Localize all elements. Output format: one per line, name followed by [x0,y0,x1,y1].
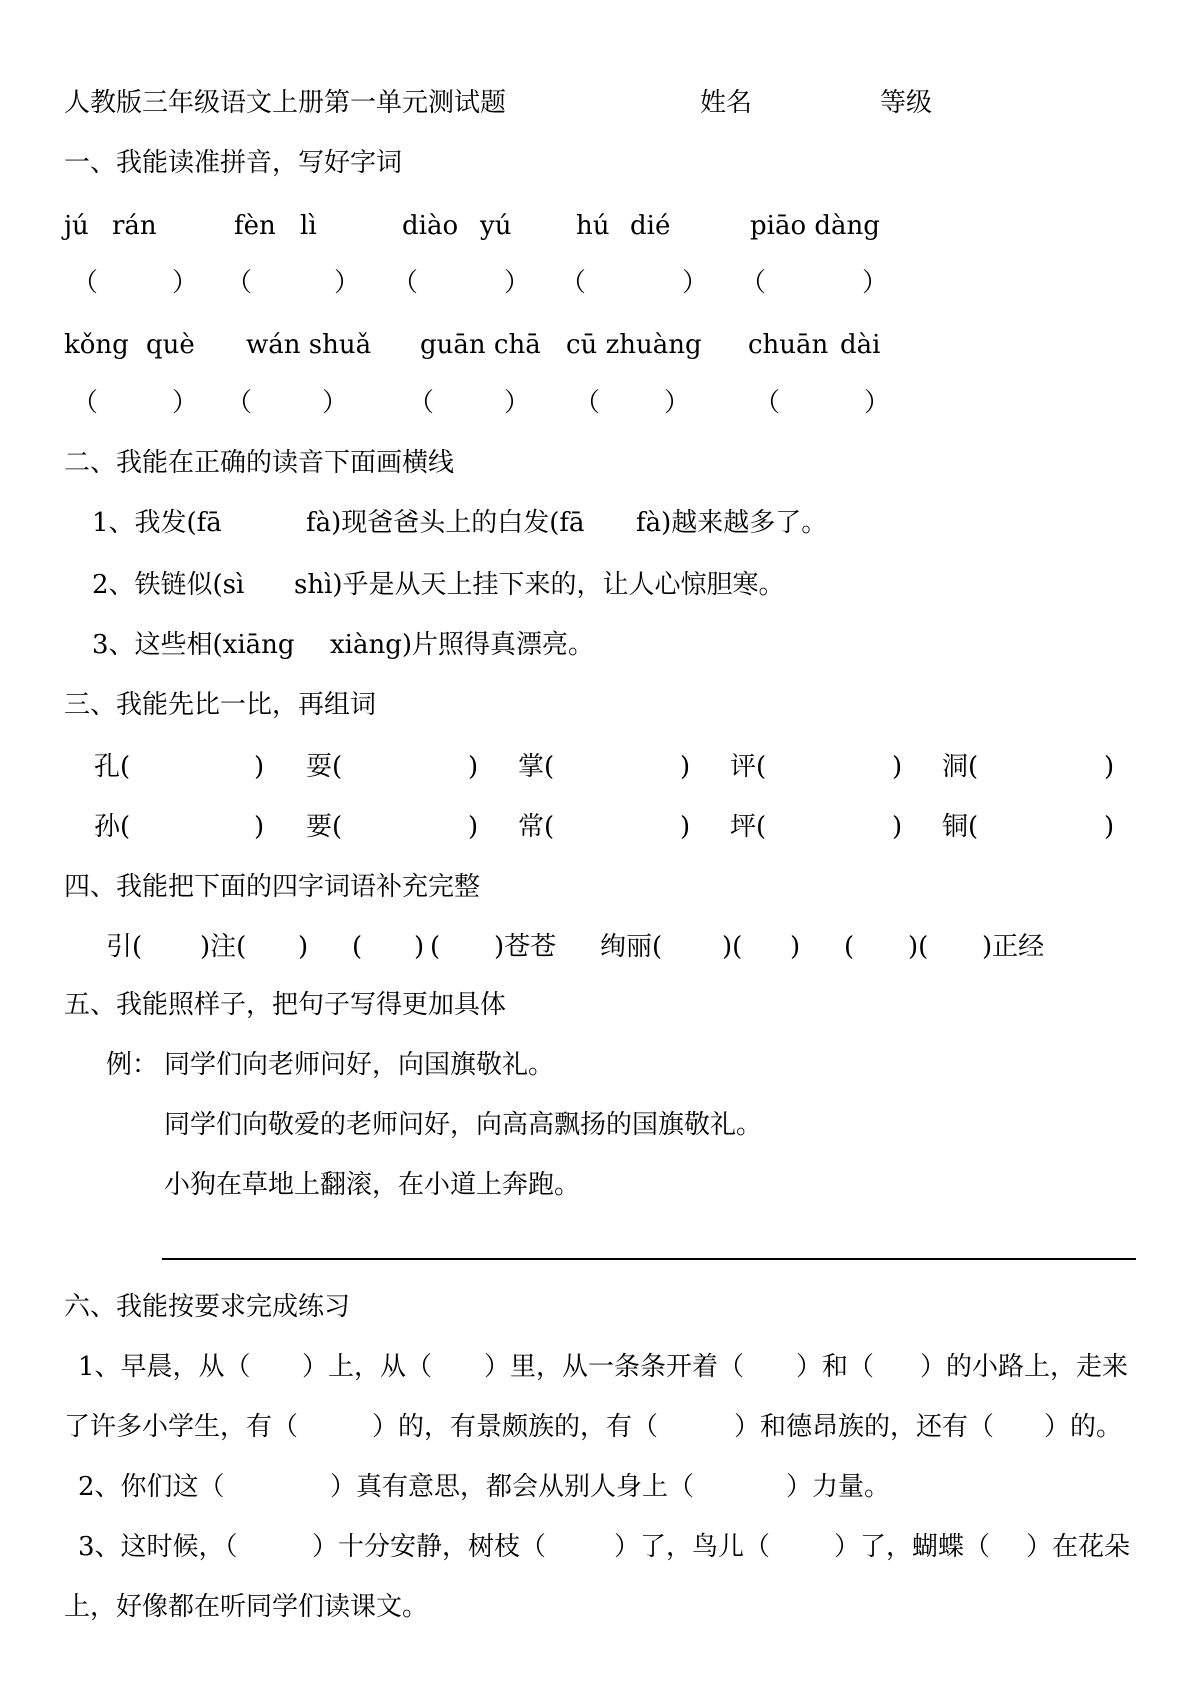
fill-text: ）真有意思，都会从别人身上（ [330,1472,695,1502]
question-text: 1、我发(fā [92,508,222,538]
paren-close: ） [862,268,889,298]
word-prompt: 坪( [730,812,767,842]
paren-close: ) [1104,752,1115,782]
paren-close: ) [680,812,691,842]
idiom-part: ) [414,932,425,962]
word-prompt: 要( [306,812,343,842]
question-text: fà)越来越多了。 [636,508,828,538]
pinyin: jú [64,211,89,241]
paren-close: ） [334,268,361,298]
idiom-part: ) [298,932,309,962]
pinyin: rán [112,211,157,241]
question-text: xiàng)片照得真漂亮。 [330,630,595,660]
fill-text: ）里，从一条条开着（ [484,1352,745,1382]
paren-open: （ [560,268,587,298]
pinyin: què [146,330,195,360]
paren-close: ） [504,268,531,298]
idiom-part: )注( [200,932,247,962]
section4-heading: 四、我能把下面的四字词语补充完整 [64,872,481,902]
paren-close: ) [468,812,479,842]
paren-open: （ [408,388,435,418]
word-prompt: 常( [518,812,555,842]
question-text: shì)乎是从天上挂下来的，让人心惊胆寒。 [294,570,785,600]
word-prompt: 孙( [94,812,131,842]
paren-close: ） [172,268,199,298]
section5-heading: 五、我能照样子，把句子写得更加具体 [64,990,507,1020]
fill-text: ）的，有景颇族的，有（ [372,1412,659,1442]
idiom-part: )正经 [982,932,1045,962]
section2-heading: 二、我能在正确的读音下面画横线 [64,448,455,478]
section3-heading: 三、我能先比一比，再组词 [64,690,377,720]
pinyin: hú [576,211,610,241]
name-label: 姓名 [700,88,753,118]
paren-close: ) [1104,812,1115,842]
idiom-part: ) [790,932,801,962]
pinyin: piāo dàng [750,211,880,241]
paren-open: （ [740,268,767,298]
fill-text: 上，好像都在听同学们读课文。 [64,1592,429,1622]
paren-open: （ [226,388,253,418]
pinyin: diào [402,211,459,241]
pinyin: fèn [234,211,276,241]
fill-text: 2、你们这（ [78,1472,225,1502]
pinyin: dài [840,330,881,360]
idiom-part: 引( [106,932,143,962]
paren-close: ) [468,752,479,782]
fill-text: ）在花朵 [1026,1532,1131,1562]
fill-text: 1、早晨，从（ [78,1352,251,1382]
paren-close: ) [254,812,265,842]
question-text: fà)现爸爸头上的白发(fā [306,508,585,538]
pinyin: wán shuǎ [246,330,372,360]
paren-open: （ [392,268,419,298]
fill-text: ）力量。 [786,1472,891,1502]
paren-close: ) [892,752,903,782]
fill-text: ）了，蝴蝶（ [834,1532,991,1562]
word-prompt: 洞( [942,752,979,782]
paren-close: ） [322,388,349,418]
idiom-part: ( [430,932,441,962]
paren-close: ） [172,388,199,418]
paren-close: ) [892,812,903,842]
fill-text: ）和德昂族的，还有（ [734,1412,995,1442]
paren-open: （ [72,268,99,298]
example-label: 例： [106,1050,159,1080]
fill-text: ）了，鸟儿（ [614,1532,771,1562]
paren-close: ) [680,752,691,782]
fill-text: ）十分安静，树枝（ [312,1532,547,1562]
idiom-part: 绚丽( [600,932,663,962]
fill-text: 了许多小学生，有（ [64,1412,299,1442]
fill-text: ）的。 [1044,1412,1123,1442]
example-sentence: 同学们向老师问好，向国旗敬礼。 [164,1050,555,1080]
grade-label: 等级 [880,88,933,118]
idiom-part: )苍苍 [494,932,557,962]
idiom-part: ( [352,932,363,962]
word-prompt: 耍( [306,752,343,782]
paren-close: ） [664,388,691,418]
section1-heading: 一、我能读准拼音，写好字词 [64,148,403,178]
fill-text: 3、这时候，（ [78,1532,238,1562]
paren-close: ） [864,388,891,418]
paren-close: ) [254,752,265,782]
fill-text: ）和（ [796,1352,875,1382]
word-prompt: 铜( [942,812,979,842]
idiom-part: )( [908,932,929,962]
fill-text: ）上，从（ [302,1352,433,1382]
paren-open: （ [574,388,601,418]
pinyin: cū zhuàng [566,330,702,360]
paren-open: （ [72,388,99,418]
pinyin: dié [630,211,671,241]
pinyin: chuān [748,330,829,360]
pinyin: guān chā [420,330,541,360]
section6-heading: 六、我能按要求完成练习 [64,1292,351,1322]
word-prompt: 掌( [518,752,555,782]
paren-open: （ [226,268,253,298]
example-answer: 同学们向敬爱的老师问好，向高高飘扬的国旗敬礼。 [164,1110,763,1140]
answer-line [162,1258,1136,1260]
paren-open: （ [754,388,781,418]
idiom-part: )( [722,932,743,962]
paren-close: ） [682,268,709,298]
fill-text: ）的小路上，走来 [920,1352,1129,1382]
pinyin: kǒng [64,330,129,360]
question-text: 2、铁链似(sì [92,570,245,600]
word-prompt: 评( [730,752,767,782]
word-prompt: 孔( [94,752,131,782]
worksheet-title: 人教版三年级语文上册第一单元测试题 [64,88,507,118]
paren-close: ） [504,388,531,418]
idiom-part: ( [844,932,855,962]
pinyin: lì [300,211,317,241]
question-text: 3、这些相(xiāng [92,630,295,660]
pinyin: yú [480,211,512,241]
question-sentence: 小狗在草地上翻滚，在小道上奔跑。 [164,1170,581,1200]
